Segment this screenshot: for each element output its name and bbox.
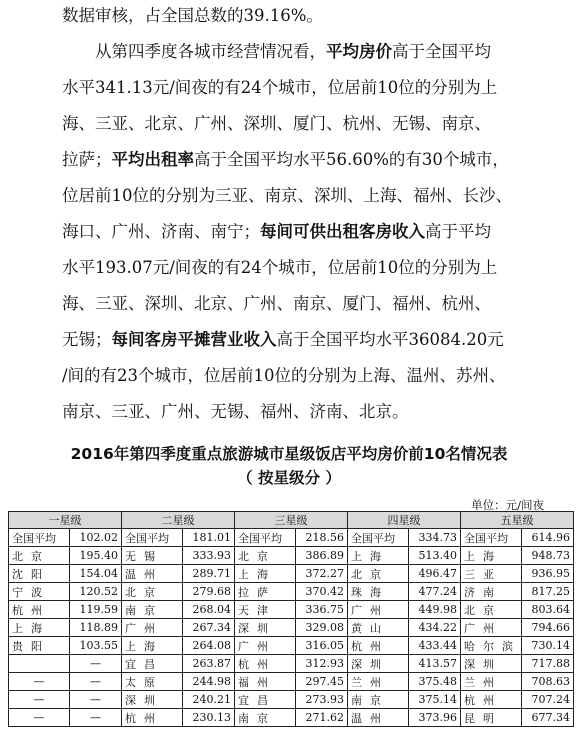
- price-cell: 333.93: [183, 547, 235, 565]
- city-cell: 拉萨: [235, 583, 296, 601]
- city-cell: 南京: [348, 691, 409, 709]
- table-row: [9, 709, 574, 727]
- city-cell: 深圳: [235, 619, 296, 637]
- price-cell: 513.40: [409, 547, 461, 565]
- price-cell: 372.27: [296, 565, 348, 583]
- city-cell: 济南: [461, 583, 522, 601]
- city-cell: 福州: [235, 673, 296, 691]
- line-text: 拉萨；: [62, 150, 112, 169]
- header-row: [9, 512, 574, 529]
- price-cell: 312.93: [296, 655, 348, 673]
- table-row: [9, 547, 574, 565]
- line-text: 水平193.07元/间夜的有24个城市，位居前10位的分别为上: [62, 258, 498, 277]
- price-cell: 118.89: [70, 619, 122, 637]
- city-cell: 上海: [348, 547, 409, 565]
- city-cell: —: [9, 709, 70, 727]
- price-cell: 154.04: [70, 565, 122, 583]
- city-cell: 沈阳: [9, 565, 70, 583]
- line-text: 水平341.13元/间夜的有24个城市，位居前10位的分别为上: [62, 78, 498, 97]
- price-cell: 230.13: [183, 709, 235, 727]
- price-cell: —: [70, 673, 122, 691]
- line-text: 数据审核，占全国总数的39.16%。: [62, 6, 323, 25]
- average-value: 218.56: [296, 529, 348, 547]
- table-row: [9, 691, 574, 709]
- city-cell: 杭州: [9, 601, 70, 619]
- price-cell: 948.73: [522, 547, 574, 565]
- price-cell: —: [70, 709, 122, 727]
- paragraph-line: [62, 358, 562, 394]
- price-cell: 433.44: [409, 637, 461, 655]
- line-text: 高于全国平均水平36084.20元: [276, 330, 504, 349]
- city-cell: 杭州: [235, 655, 296, 673]
- price-cell: 244.98: [183, 673, 235, 691]
- keyword-bold: 每间客房平摊营业收入: [111, 330, 277, 349]
- city-cell: 温州: [348, 709, 409, 727]
- price-cell: 794.66: [522, 619, 574, 637]
- city-cell: 温州: [122, 565, 183, 583]
- average-label: 全国平均: [348, 529, 409, 547]
- city-cell: [9, 655, 70, 673]
- city-cell: 广州: [235, 637, 296, 655]
- city-cell: 北京: [9, 547, 70, 565]
- line-text: 位居前10位的分别为三亚、南京、深圳、上海、福州、长沙、: [62, 186, 512, 205]
- keyword-bold: 每间可供出租客房收入: [260, 222, 425, 241]
- city-cell: 北京: [348, 565, 409, 583]
- paragraph-line: [62, 286, 562, 322]
- city-cell: 宜昌: [235, 691, 296, 709]
- city-cell: 南京: [235, 709, 296, 727]
- average-label: 全国平均: [122, 529, 183, 547]
- price-cell: 386.89: [296, 547, 348, 565]
- city-cell: 太原: [122, 673, 183, 691]
- paragraph-line: [62, 214, 562, 250]
- city-cell: 黄山: [348, 619, 409, 637]
- city-cell: 珠海: [348, 583, 409, 601]
- price-cell: 267.34: [183, 619, 235, 637]
- star-level-header: 三星级: [235, 512, 348, 529]
- price-cell: 707.24: [522, 691, 574, 709]
- city-cell: 北京: [122, 583, 183, 601]
- paragraph-line: [62, 142, 562, 178]
- price-cell: 375.14: [409, 691, 461, 709]
- average-value: 102.02: [70, 529, 122, 547]
- city-cell: 上海: [235, 565, 296, 583]
- average-value: 181.01: [183, 529, 235, 547]
- price-cell: 316.05: [296, 637, 348, 655]
- price-cell: 336.75: [296, 601, 348, 619]
- city-cell: 杭州: [461, 691, 522, 709]
- table-row: [9, 583, 574, 601]
- city-cell: 三亚: [461, 565, 522, 583]
- price-cell: 413.57: [409, 655, 461, 673]
- price-cell: 496.47: [409, 565, 461, 583]
- line-text: /间的有23个城市，位居前10位的分别为上海、温州、苏州、: [62, 366, 506, 385]
- price-cell: 103.55: [70, 637, 122, 655]
- paragraph-line: [62, 250, 562, 286]
- city-cell: 宁波: [9, 583, 70, 601]
- table-row: [9, 619, 574, 637]
- city-cell: 杭州: [348, 637, 409, 655]
- price-cell: 449.98: [409, 601, 461, 619]
- line-text: 高于平均: [425, 222, 491, 241]
- paragraph-line: [62, 34, 562, 70]
- price-cell: 708.63: [522, 673, 574, 691]
- paragraph-line: [62, 394, 562, 430]
- city-cell: —: [9, 673, 70, 691]
- line-text: 从第四季度各城市经营情况看，: [95, 42, 326, 61]
- line-text: 海、三亚、深圳、北京、广州、南京、厦门、福州、杭州、: [62, 294, 491, 313]
- star-level-header: 二星级: [122, 512, 235, 529]
- city-cell: 上海: [461, 547, 522, 565]
- city-cell: 无锡: [122, 547, 183, 565]
- line-text: 海口、广州、济南、南宁；: [62, 222, 260, 241]
- average-label: 全国平均: [461, 529, 522, 547]
- table-title: 2016年第四季度重点旅游城市星级饭店平均房价前10名情况表: [70, 445, 508, 463]
- price-cell: 195.40: [70, 547, 122, 565]
- star-level-header: 五星级: [461, 512, 574, 529]
- line-text: 南京、三亚、广州、无锡、福州、济南、北京。: [62, 402, 409, 421]
- price-cell: 730.14: [522, 637, 574, 655]
- price-cell: 717.88: [522, 655, 574, 673]
- price-cell: 817.25: [522, 583, 574, 601]
- paragraph-line: [62, 0, 562, 34]
- line-text: 高于全国平均: [392, 42, 491, 61]
- table-subtitle: （ 按星级分 ）: [237, 469, 341, 487]
- keyword-bold: 平均出租率: [111, 150, 194, 169]
- city-cell: 深圳: [348, 655, 409, 673]
- price-cell: 373.96: [409, 709, 461, 727]
- price-cell: 329.08: [296, 619, 348, 637]
- price-cell: 803.64: [522, 601, 574, 619]
- price-cell: —: [70, 655, 122, 673]
- city-cell: 广州: [348, 601, 409, 619]
- city-cell: 天津: [235, 601, 296, 619]
- line-text: 高于全国平均水平56.60%的有30个城市，: [194, 150, 509, 169]
- price-cell: 268.04: [183, 601, 235, 619]
- price-cell: 297.45: [296, 673, 348, 691]
- city-cell: 上海: [9, 619, 70, 637]
- paragraph-line: [62, 106, 562, 142]
- line-text: 海、三亚、北京、广州、深圳、厦门、杭州、无锡、南京、: [62, 114, 491, 133]
- price-cell: 120.52: [70, 583, 122, 601]
- city-cell: 南京: [122, 601, 183, 619]
- price-cell: 264.08: [183, 637, 235, 655]
- paragraph-line: [62, 178, 562, 214]
- table-row: [9, 673, 574, 691]
- price-cell: 370.42: [296, 583, 348, 601]
- price-cell: —: [70, 691, 122, 709]
- price-cell: 434.22: [409, 619, 461, 637]
- city-cell: 哈尔滨: [461, 637, 522, 655]
- price-cell: 263.87: [183, 655, 235, 673]
- city-cell: 广州: [461, 619, 522, 637]
- price-table: [8, 511, 574, 727]
- price-cell: 271.62: [296, 709, 348, 727]
- city-cell: 深圳: [122, 691, 183, 709]
- price-cell: 240.21: [183, 691, 235, 709]
- price-cell: 119.59: [70, 601, 122, 619]
- city-cell: 上海: [122, 637, 183, 655]
- price-cell: 375.48: [409, 673, 461, 691]
- city-cell: 贵阳: [9, 637, 70, 655]
- average-value: 334.73: [409, 529, 461, 547]
- star-level-header: 四星级: [348, 512, 461, 529]
- city-cell: 深圳: [461, 655, 522, 673]
- average-label: 全国平均: [235, 529, 296, 547]
- paragraph-text: [62, 0, 562, 430]
- price-cell: 936.95: [522, 565, 574, 583]
- city-cell: 广州: [122, 619, 183, 637]
- table-row: [9, 601, 574, 619]
- unit-label: 单位：元/间夜: [471, 498, 544, 512]
- city-cell: 北京: [461, 601, 522, 619]
- price-cell: 279.68: [183, 583, 235, 601]
- national-average-row: [9, 529, 574, 547]
- price-cell: 477.24: [409, 583, 461, 601]
- city-cell: —: [9, 691, 70, 709]
- city-cell: 杭州: [122, 709, 183, 727]
- city-cell: 昆明: [461, 709, 522, 727]
- city-cell: 宜昌: [122, 655, 183, 673]
- price-cell: 677.34: [522, 709, 574, 727]
- table-row: [9, 637, 574, 655]
- average-label: 全国平均: [9, 529, 70, 547]
- table-row: [9, 565, 574, 583]
- city-cell: 兰州: [348, 673, 409, 691]
- star-level-header: 一星级: [9, 512, 122, 529]
- average-value: 614.96: [522, 529, 574, 547]
- city-cell: 兰州: [461, 673, 522, 691]
- paragraph-line: [62, 322, 562, 358]
- city-cell: 北京: [235, 547, 296, 565]
- table-row: [9, 655, 574, 673]
- paragraph-line: [62, 70, 562, 106]
- price-cell: 289.71: [183, 565, 235, 583]
- price-cell: 273.93: [296, 691, 348, 709]
- line-text: 无锡；: [62, 330, 112, 349]
- keyword-bold: 平均房价: [326, 42, 392, 61]
